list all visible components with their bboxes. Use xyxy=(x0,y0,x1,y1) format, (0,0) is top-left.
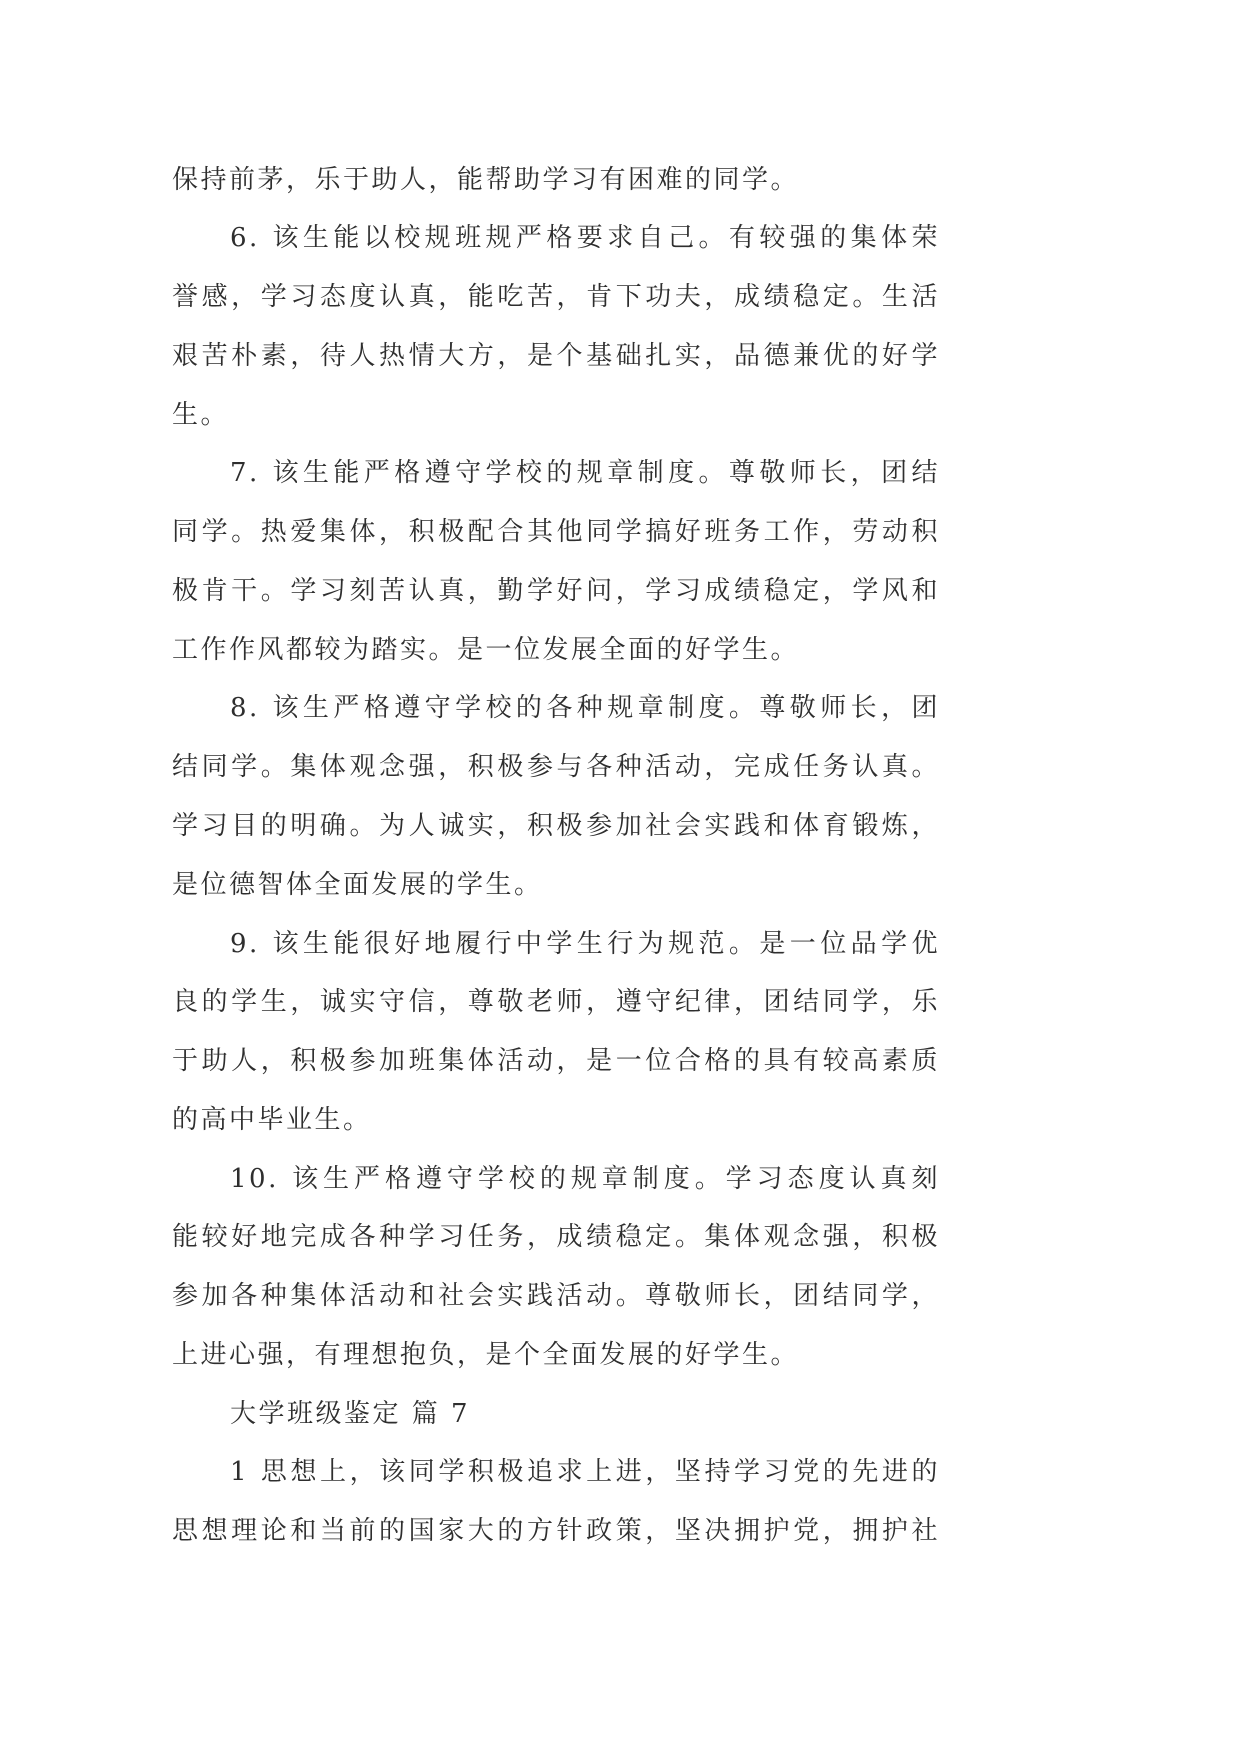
text-line: 7. 该生能严格遵守学校的规章制度。尊敬师长，团结 xyxy=(230,458,940,489)
section-heading-text: 大学班级鉴定 篇 7 xyxy=(230,1398,471,1429)
paragraph xyxy=(172,1150,940,1385)
text-line: 誉感，学习态度认真，能吃苦，肯下功夫，成绩稳定。生活 xyxy=(172,282,940,313)
text-line: 9. 该生能很好地履行中学生行为规范。是一位品学优 xyxy=(230,928,940,959)
text-line: 同学。热爱集体，积极配合其他同学搞好班务工作，劳动积 xyxy=(172,517,940,548)
text-line: 的高中毕业生。 xyxy=(172,1104,372,1135)
text-line: 1 思想上，该同学积极追求上进，坚持学习党的先进的 xyxy=(230,1457,940,1488)
paragraph xyxy=(172,151,940,210)
text-line: 能较好地完成各种学习任务，成绩稳定。集体观念强，积极 xyxy=(172,1222,940,1253)
paragraph xyxy=(172,915,940,1150)
text-line: 思想理论和当前的国家大的方针政策，坚决拥护党，拥护社 xyxy=(172,1516,940,1547)
text-line: 学习目的明确。为人诚实，积极参加社会实践和体育锻炼， xyxy=(172,811,940,842)
text-line: 艰苦朴素，待人热情大方，是个基础扎实，品德兼优的好学 xyxy=(172,340,940,371)
text-line: 工作作风都较为踏实。是一位发展全面的好学生。 xyxy=(172,634,800,665)
text-line: 6. 该生能以校规班规严格要求自己。有较强的集体荣 xyxy=(230,223,940,254)
section-heading xyxy=(172,1385,940,1444)
text-line: 上进心强，有理想抱负，是个全面发展的好学生。 xyxy=(172,1339,800,1370)
paragraph xyxy=(172,209,940,444)
text-line: 于助人，积极参加班集体活动，是一位合格的具有较高素质 xyxy=(172,1046,940,1077)
paragraph xyxy=(172,679,940,914)
text-line: 良的学生，诚实守信，尊敬老师，遵守纪律，团结同学，乐 xyxy=(172,987,940,1018)
text-line: 10. 该生严格遵守学校的规章制度。学习态度认真刻 xyxy=(230,1163,940,1194)
text-line: 结同学。集体观念强，积极参与各种活动，完成任务认真。 xyxy=(172,752,940,783)
text-line: 是位德智体全面发展的学生。 xyxy=(172,869,543,900)
paragraph xyxy=(172,1443,940,1561)
text-line: 极肯干。学习刻苦认真，勤学好问，学习成绩稳定，学风和 xyxy=(172,575,940,606)
text-line: 8. 该生严格遵守学校的各种规章制度。尊敬师长，团 xyxy=(230,693,940,724)
text-line: 生。 xyxy=(172,399,230,430)
text-line: 保持前茅，乐于助人，能帮助学习有困难的同学。 xyxy=(172,164,800,195)
text-line: 参加各种集体活动和社会实践活动。尊敬师长，团结同学， xyxy=(172,1281,940,1312)
document-body xyxy=(172,151,940,1561)
paragraph xyxy=(172,444,940,679)
